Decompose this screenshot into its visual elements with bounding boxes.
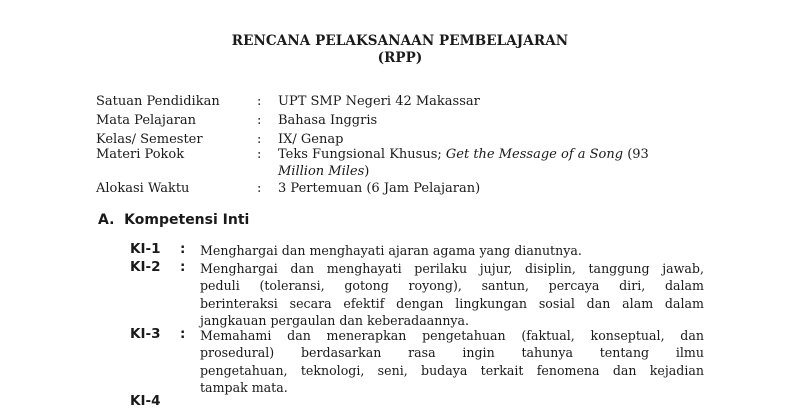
ki-colon: : — [180, 241, 186, 257]
ki-text — [200, 242, 704, 259]
materi-prefix: Teks Fungsional Khusus; — [278, 147, 446, 162]
ki-colon: : — [180, 259, 186, 275]
identity-label: Mata Pelajaran — [96, 113, 197, 128]
ki-text — [200, 327, 704, 396]
ki-line: tampak mata. — [200, 379, 288, 395]
ki-line: Memahami dan menerapkan pengetahuan (faktual, konseptual, dan — [200, 328, 704, 343]
ki-line: peduli (toleransi, gotong royong), santun, percaya diri, dalam — [200, 278, 704, 294]
materi-song-artist: Million Miles — [278, 164, 365, 179]
identity-colon: : — [257, 132, 262, 147]
identity-colon: : — [257, 181, 262, 196]
identity-value: UPT SMP Negeri 42 Makassar — [278, 94, 480, 109]
document-subtitle: (RPP) — [377, 50, 423, 66]
ki-code: KI-4 — [130, 393, 161, 409]
ki-text — [200, 260, 704, 329]
identity-value — [278, 146, 726, 180]
ki-line: jangkauan pergaulan dan keberadaannya. — [200, 312, 470, 328]
materi-suffix: (93 — [623, 147, 649, 162]
ki-line: Menghargai dan menghayati perilaku jujur, disiplin, tanggung jawab, — [200, 261, 704, 276]
identity-label: Satuan Pendidikan — [96, 94, 220, 109]
section-letter: A. — [98, 212, 115, 228]
ki-line: Menghargai dan menghayati ajaran agama yang dianutnya. — [200, 243, 582, 258]
ki-line: berinteraksi secara efektif dengan lingkungan sosial dan alam dalam — [200, 295, 704, 311]
identity-colon: : — [257, 113, 262, 128]
identity-value: Bahasa Inggris — [278, 113, 378, 128]
materi-song-title: Get the Message of a Song — [445, 147, 624, 162]
ki-code: KI-2 — [130, 259, 161, 275]
ki-line: pengetahuan, teknologi, seni, budaya terkait fenomena dan kejadian — [200, 362, 704, 378]
document-title: RENCANA PELAKSANAAN PEMBELAJARAN — [231, 33, 569, 49]
identity-label: Materi Pokok — [96, 147, 185, 162]
identity-colon: : — [257, 94, 262, 109]
ki-colon: : — [180, 326, 186, 342]
identity-value: 3 Pertemuan (6 Jam Pelajaran) — [278, 181, 481, 196]
identity-label: Kelas/ Semester — [96, 132, 203, 147]
section-heading — [98, 212, 249, 228]
identity-colon: : — [257, 147, 262, 162]
materi-suffix-2: ) — [364, 164, 370, 179]
identity-value: IX/ Genap — [278, 132, 344, 147]
ki-code: KI-3 — [130, 326, 161, 342]
ki-code: KI-1 — [130, 241, 161, 257]
identity-label: Alokasi Waktu — [96, 181, 190, 196]
ki-line: prosedural) berdasarkan rasa ingin tahunya tentang ilmu — [200, 345, 704, 361]
section-title: Kompetensi Inti — [124, 212, 250, 228]
